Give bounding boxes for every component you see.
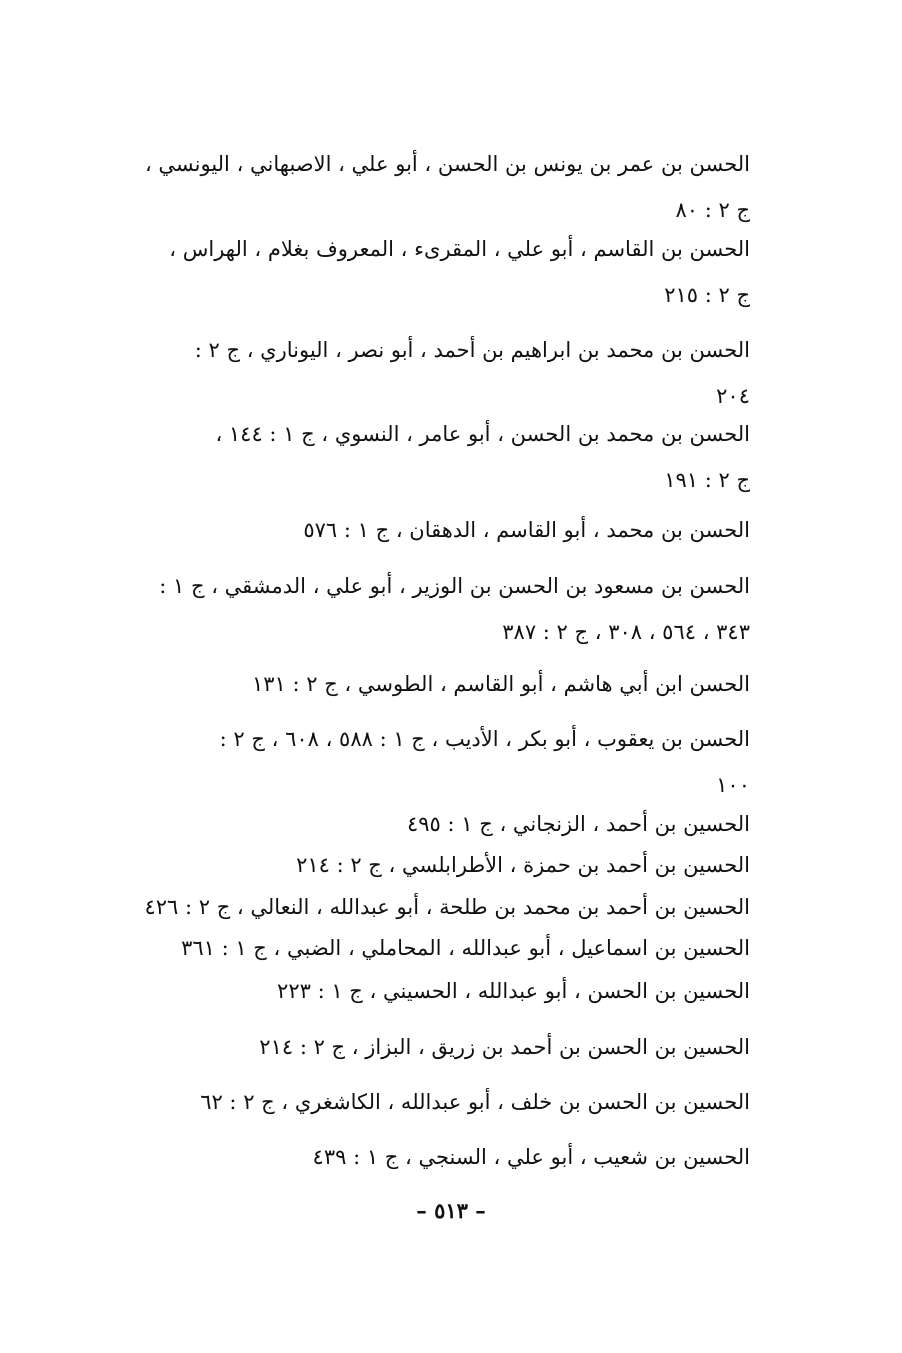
index-entry (105, 661, 750, 707)
index-entry (105, 327, 750, 419)
entry-text: الحسن بن محمد بن الحسن ، أبو عامر ، النسوي ، ج ١ : ١٤٤ ، (215, 422, 750, 446)
index-entry (105, 141, 750, 233)
entry-text: الحسن بن يعقوب ، أبو بكر ، الأديب ، ج ١ : ٥٨٨ ، ٦٠٨ ، ج ٢ : (219, 727, 750, 751)
index-entry (105, 842, 750, 888)
index-entry (105, 507, 750, 553)
index-entry (105, 801, 750, 847)
index-entry (105, 968, 750, 1014)
entry-text: الحسن بن عمر بن يونس بن الحسن ، أبو علي ، الاصبهاني ، اليونسي ، (144, 152, 750, 176)
entry-text: الحسين بن شعيب ، أبو علي ، السنجي ، ج ١ : ٤٣٩ (312, 1145, 750, 1169)
index-entry (105, 884, 750, 930)
entry-text: الحسن بن محمد ، أبو القاسم ، الدهقان ، ج ١ : ٥٧٦ (303, 518, 750, 542)
entry-text: الحسن بن القاسم ، أبو علي ، المقرىء ، المعروف بغلام ، الهراس ، (169, 237, 750, 261)
index-entry (105, 563, 750, 655)
index-entry (105, 1134, 750, 1180)
entry-text: الحسين بن اسماعيل ، أبو عبدالله ، المحاملي ، الضبي ، ج ١ : ٣٦١ (181, 936, 750, 960)
entry-continuation: ١٠٠ (716, 773, 750, 797)
index-entry (105, 226, 750, 318)
index-entry (105, 716, 750, 808)
index-entry (105, 411, 750, 503)
entry-text: الحسن بن محمد بن ابراهيم بن أحمد ، أبو نصر ، اليوناري ، ج ٢ : (194, 338, 750, 362)
entry-text: الحسن بن مسعود بن الحسن بن الوزير ، أبو علي ، الدمشقي ، ج ١ : (159, 574, 750, 598)
entry-continuation: ٣٤٣ ، ٥٦٤ ، ٣٠٨ ، ج ٢ : ٣٨٧ (502, 620, 750, 644)
entry-continuation: ج ٢ : ٨٠ (675, 198, 750, 222)
entry-continuation: ج ٢ : ٢١٥ (664, 283, 750, 307)
entry-text: الحسين بن أحمد بن حمزة ، الأطرابلسي ، ج ٢ : ٢١٤ (296, 853, 750, 877)
index-entry (105, 1024, 750, 1070)
entry-continuation: ج ٢ : ١٩١ (664, 468, 750, 492)
index-entry (105, 1079, 750, 1125)
entry-text: الحسين بن أحمد ، الزنجاني ، ج ١ : ٤٩٥ (406, 812, 750, 836)
entry-text: الحسين بن الحسن بن أحمد بن زريق ، البزاز ، ج ٢ : ٢١٤ (259, 1035, 750, 1059)
entry-text: الحسين بن أحمد بن محمد بن طلحة ، أبو عبدالله ، النعالي ، ج ٢ : ٤٢٦ (144, 895, 750, 919)
page-number: – ٥١٣ – (416, 1198, 486, 1223)
entry-text: الحسن ابن أبي هاشم ، أبو القاسم ، الطوسي ، ج ٢ : ١٣١ (251, 672, 750, 696)
index-entry (105, 925, 750, 971)
entry-text: الحسين بن الحسن ، أبو عبدالله ، الحسيني ، ج ١ : ٢٢٣ (277, 979, 750, 1003)
entry-continuation: ٢٠٤ (716, 384, 750, 408)
entry-text: الحسين بن الحسن بن خلف ، أبو عبدالله ، الكاشغري ، ج ٢ : ٦٢ (200, 1090, 750, 1114)
